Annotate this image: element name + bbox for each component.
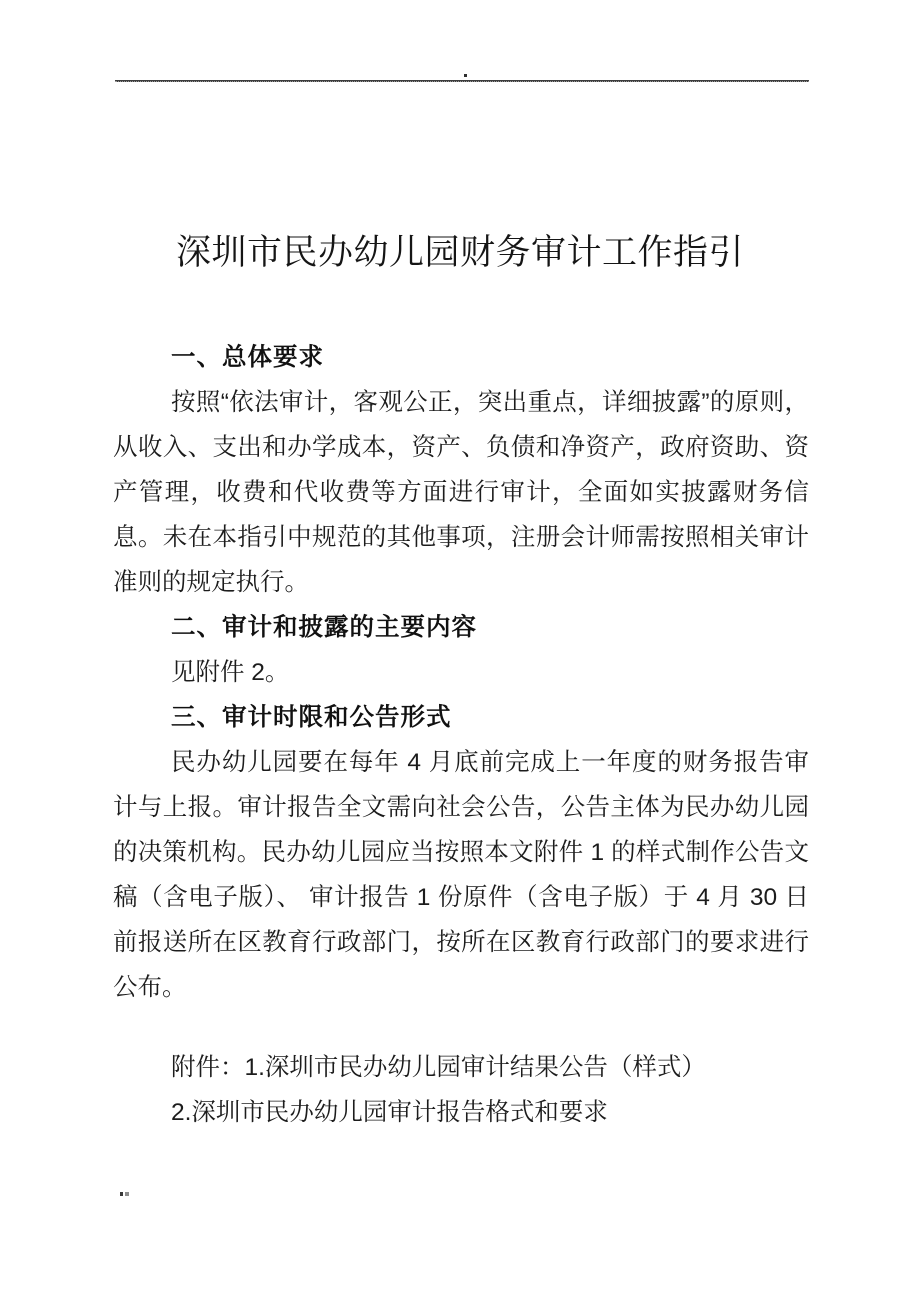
document-title: 深圳市民办幼儿园财务审计工作指引 [175, 233, 744, 273]
footnote-mark-dot-1 [120, 1192, 123, 1196]
header-rule [115, 80, 809, 82]
section-paragraph-3: 民办幼儿园要在每年 4 月底前完成上一年度的财务报告审计与上报。审计报告全文需向社会公告，公告主体为民办幼儿园的决策机构。民办幼儿园应当按照本文附件 1 的样式制作公告文稿（含电子版）、 审计报告 1 份原件（含电子版）于 4 月 30 日前报送所在区教育行政部门，按所在区教育行政部门的要求进行公布。 [113, 749, 809, 1001]
section-heading-1: 一、总体要求 [171, 344, 324, 371]
section-paragraph-2: 见附件 2。 [171, 659, 290, 686]
attachments-block [113, 1045, 809, 1135]
attachment-line-1: 附件：1.深圳市民办幼儿园审计结果公告（样式） [171, 1054, 706, 1081]
section-heading-3: 三、审计时限和公告形式 [171, 704, 452, 731]
section-heading-2: 二、审计和披露的主要内容 [171, 614, 477, 641]
attachment-line-2: 2.深圳市民办幼儿园审计报告格式和要求 [171, 1099, 608, 1126]
footnote-mark-dot-2 [125, 1192, 129, 1196]
footnote-mark [120, 1192, 129, 1197]
section-paragraph-1: 按照“依法审计，客观公正，突出重点，详细披露”的原则，从收入、支出和办学成本，资产、负债和净资产，政府资助、资产管理，收费和代收费等方面进行审计，全面如实披露财务信息。未在本指引中规范的其他事项，注册会计师需按照相关审计准则的规定执行。 [113, 389, 809, 596]
document-body [113, 335, 809, 1135]
header-dot [464, 74, 467, 77]
